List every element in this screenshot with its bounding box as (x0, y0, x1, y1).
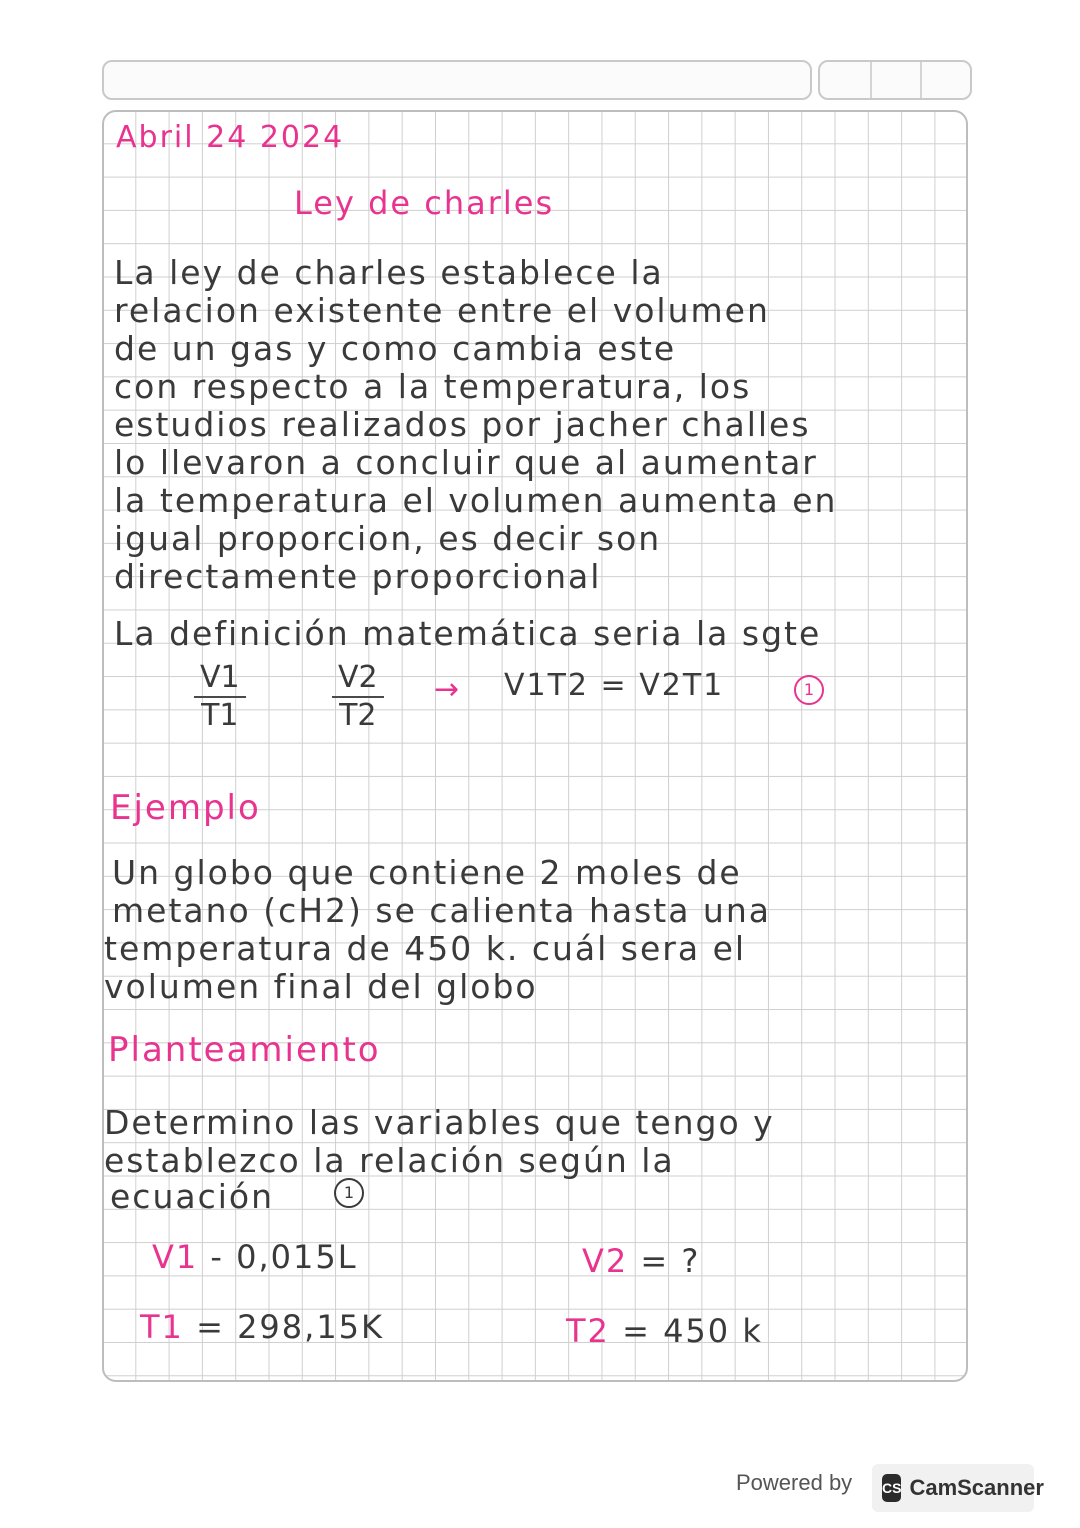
variable-v2-value: = ? (640, 1242, 701, 1280)
intro-line: lo llevaron a concluir que al aumentar (114, 443, 818, 482)
setup-ref-badge: 1 (334, 1178, 364, 1208)
equation-ref-badge: 1 (794, 675, 824, 705)
intro-line: de un gas y como cambia este (114, 329, 677, 368)
page-header-cells (818, 60, 972, 100)
powered-by-text: Powered by (736, 1470, 853, 1495)
v1-symbol: V1 (194, 660, 246, 698)
variable-v1-value: - 0,015L (210, 1238, 358, 1276)
setup-line: establezco la relación según la (104, 1141, 675, 1180)
setup-heading: Planteamiento (108, 1030, 381, 1070)
variable-t1-label: T1 (140, 1308, 184, 1346)
intro-line: directamente proporcional (114, 557, 602, 596)
example-line: temperatura de 450 k. cuál sera el (104, 929, 747, 968)
intro-line: relacion existente entre el volumen (114, 291, 770, 330)
arrow-icon: → (434, 672, 460, 707)
intro-line: con respecto a la temperatura, los (114, 367, 752, 406)
variable-v2-label: V2 (582, 1242, 629, 1280)
variable-v1 (152, 1238, 358, 1276)
intro-line: igual proporcion, es decir son (114, 519, 662, 558)
note-title: Ley de charles (294, 184, 555, 222)
note-date: Abril 24 2024 (116, 120, 345, 155)
example-heading: Ejemplo (110, 788, 261, 828)
t1-symbol: T1 (201, 698, 239, 733)
variable-t1-value: = 298,15K (196, 1308, 385, 1346)
v2-symbol: V2 (332, 660, 384, 698)
setup-line: Determino las variables que tengo y (104, 1103, 775, 1142)
variable-t2 (566, 1312, 763, 1350)
camscanner-brand-name: CamScanner (909, 1475, 1044, 1500)
variable-v2 (582, 1242, 700, 1280)
intro-line: La ley de charles establece la (114, 253, 664, 292)
notebook-sheet (102, 110, 968, 1382)
variable-t2-label: T2 (566, 1312, 610, 1350)
example-line: metano (cH2) se calienta hasta una (112, 891, 771, 930)
t2-symbol: T2 (339, 698, 377, 733)
variable-v1-label: V1 (152, 1238, 199, 1276)
definition-text: La definición matemática seria la sgte (114, 614, 822, 653)
page-header-box (102, 60, 812, 100)
camscanner-badge[interactable] (872, 1464, 1044, 1512)
intro-line: estudios realizados por jacher challes (114, 405, 811, 444)
intro-line: la temperatura el volumen aumenta en (114, 481, 838, 520)
variable-t1 (140, 1308, 384, 1346)
fraction-v1-t1 (194, 660, 246, 734)
example-line: volumen final del globo (104, 967, 538, 1006)
fraction-v2-t2 (332, 660, 384, 734)
setup-line: ecuación (110, 1177, 275, 1216)
formula-result: V1T2 = V2T1 (504, 668, 725, 703)
example-line: Un globo que contiene 2 moles de (112, 853, 742, 892)
variable-t2-value: = 450 k (622, 1312, 763, 1350)
camscanner-logo-icon: CS (882, 1474, 901, 1502)
